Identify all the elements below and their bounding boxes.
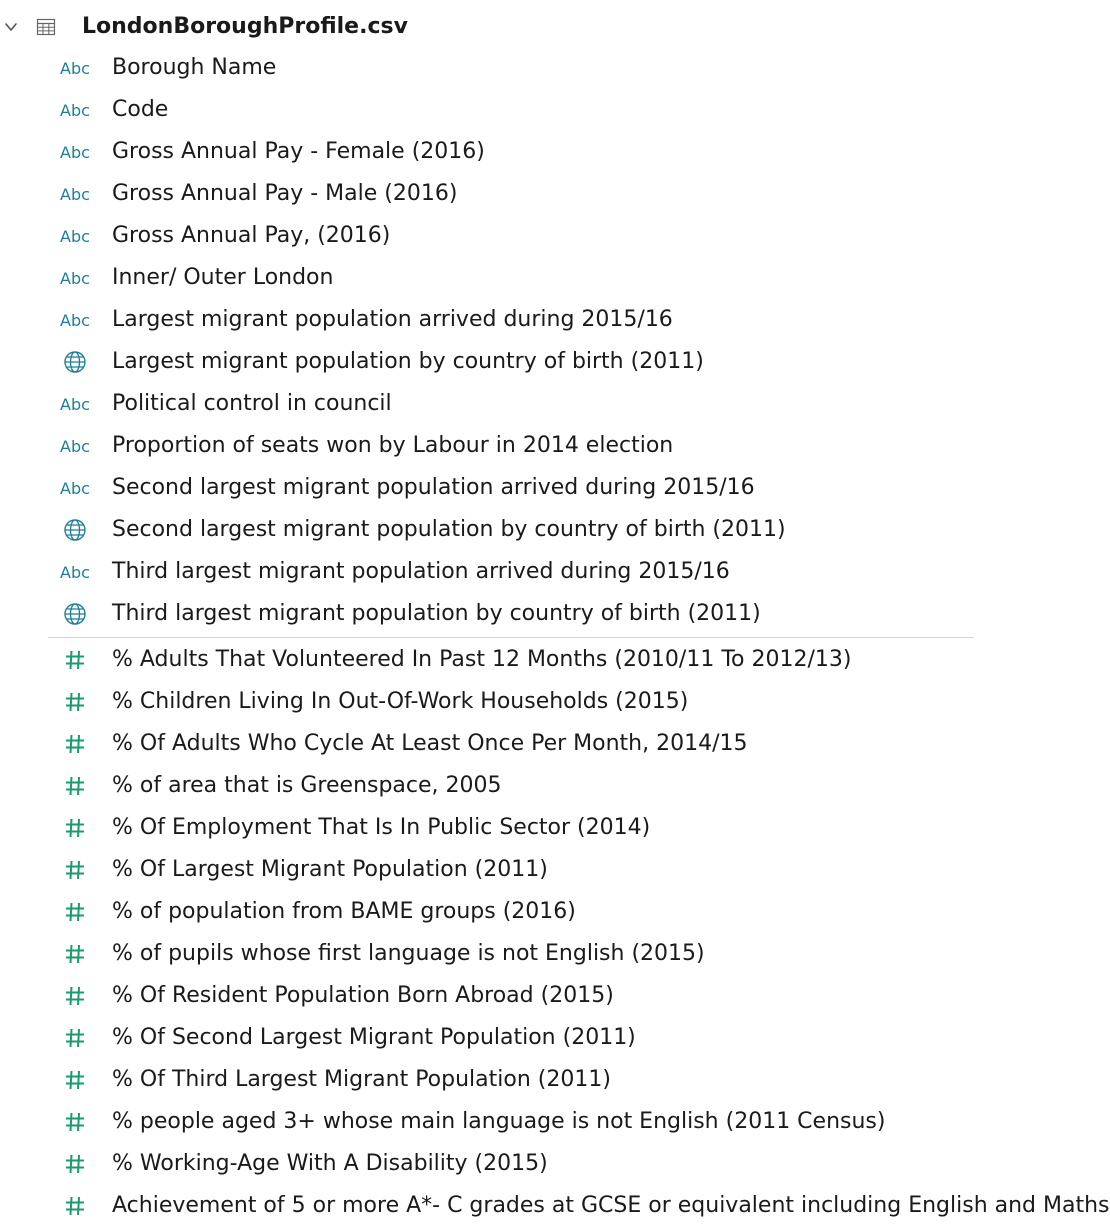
number-type-icon xyxy=(64,1067,98,1093)
dimension-field-gross-annual-pay-male-2016[interactable] xyxy=(0,173,988,215)
field-name: % Of Third Largest Migrant Population (2011) xyxy=(112,1067,611,1092)
dimension-field-political-control-in-council[interactable] xyxy=(0,383,988,425)
hash-icon xyxy=(64,775,86,797)
table-icon xyxy=(36,17,56,37)
measure-field-of-employment-that-is-in-public-sector-2014[interactable] xyxy=(0,807,988,849)
field-name: Largest migrant population arrived during 2015/16 xyxy=(112,307,673,332)
hash-icon xyxy=(64,901,86,923)
field-name: % of pupils whose first language is not English (2015) xyxy=(112,941,705,966)
field-name: % Working-Age With A Disability (2015) xyxy=(112,1151,548,1176)
string-type-icon: Abc xyxy=(60,478,90,498)
globe-icon xyxy=(63,349,97,375)
dimension-field-inner-outer-london[interactable] xyxy=(0,257,988,299)
dimension-field-largest-migrant-population-arrived-during-2015-1[interactable] xyxy=(0,299,988,341)
field-name: % Of Employment That Is In Public Sector (2014) xyxy=(112,815,651,840)
field-name: Second largest migrant population arrived during 2015/16 xyxy=(112,475,755,500)
hash-icon xyxy=(64,1069,86,1091)
field-name: % Adults That Volunteered In Past 12 Months (2010/11 To 2012/13) xyxy=(112,647,852,672)
field-name: Borough Name xyxy=(112,55,277,80)
hash-icon xyxy=(64,691,86,713)
field-name: Third largest migrant population by country of birth (2011) xyxy=(112,601,761,626)
field-name: % of area that is Greenspace, 2005 xyxy=(112,773,502,798)
field-name: % of population from BAME groups (2016) xyxy=(112,899,576,924)
field-name: Political control in council xyxy=(112,391,392,416)
dimensions-measures-divider xyxy=(48,637,974,638)
dimension-field-proportion-of-seats-won-by-labour-in-2014-electi[interactable] xyxy=(0,425,988,467)
hash-icon xyxy=(64,817,86,839)
dimension-field-gross-annual-pay-2016[interactable] xyxy=(0,215,988,257)
hash-icon xyxy=(64,943,86,965)
field-name: % Of Resident Population Born Abroad (2015) xyxy=(112,983,614,1008)
string-type-icon: Abc xyxy=(60,562,90,582)
data-source-name[interactable]: LondonBoroughProfile.csv xyxy=(82,14,408,39)
field-list xyxy=(0,47,1110,1227)
field-name: Achievement of 5 or more A*- C grades at GCSE or equivalent including English and Maths xyxy=(112,1193,1110,1218)
measure-field-of-largest-migrant-population-2011[interactable] xyxy=(0,849,988,891)
globe-icon xyxy=(63,601,97,627)
number-type-icon xyxy=(64,773,98,799)
hash-icon xyxy=(64,1195,86,1217)
measure-field-of-adults-who-cycle-at-least-once-per-month-2014[interactable] xyxy=(0,723,988,765)
string-type-icon: Abc xyxy=(60,58,90,78)
measure-field-children-living-in-out-of-work-households-2015[interactable] xyxy=(0,681,988,723)
number-type-icon xyxy=(64,983,98,1009)
string-type-icon: Abc xyxy=(60,226,90,246)
dimension-field-largest-migrant-population-by-country-of-birth-2[interactable] xyxy=(0,341,988,383)
field-name: % people aged 3+ whose main language is not English (2011 Census) xyxy=(112,1109,886,1134)
globe-icon xyxy=(63,517,97,543)
number-type-icon xyxy=(64,1109,98,1135)
string-type-icon: Abc xyxy=(60,310,90,330)
measure-field-of-area-that-is-greenspace-2005[interactable] xyxy=(0,765,988,807)
number-type-icon xyxy=(64,815,98,841)
string-type-icon: Abc xyxy=(60,184,90,204)
number-type-icon xyxy=(64,899,98,925)
hash-icon xyxy=(64,985,86,1007)
number-type-icon xyxy=(64,941,98,967)
field-name: % Children Living In Out-Of-Work Households (2015) xyxy=(112,689,689,714)
field-name: Largest migrant population by country of birth (2011) xyxy=(112,349,704,374)
hash-icon xyxy=(64,733,86,755)
number-type-icon xyxy=(64,1193,98,1219)
dimension-field-third-largest-migrant-population-arrived-during-[interactable] xyxy=(0,551,988,593)
dimension-field-second-largest-migrant-population-by-country-of-[interactable] xyxy=(0,509,988,551)
dimension-field-code[interactable] xyxy=(0,89,988,131)
measure-field-of-resident-population-born-abroad-2015[interactable] xyxy=(0,975,988,1017)
number-type-icon xyxy=(64,857,98,883)
number-type-icon xyxy=(64,1151,98,1177)
field-name: Gross Annual Pay - Female (2016) xyxy=(112,139,485,164)
string-type-icon: Abc xyxy=(60,436,90,456)
string-type-icon: Abc xyxy=(60,100,90,120)
number-type-icon xyxy=(64,689,98,715)
measures-section xyxy=(0,639,1110,1227)
hash-icon xyxy=(64,649,86,671)
globe-icon-svg xyxy=(63,602,87,626)
dimension-field-third-largest-migrant-population-by-country-of-b[interactable] xyxy=(0,593,988,635)
dimension-field-second-largest-migrant-population-arrived-during[interactable] xyxy=(0,467,988,509)
number-type-icon xyxy=(64,731,98,757)
string-type-icon: Abc xyxy=(60,142,90,162)
measure-field-of-third-largest-migrant-population-2011[interactable] xyxy=(0,1059,988,1101)
field-name: Third largest migrant population arrived during 2015/16 xyxy=(112,559,730,584)
field-name: Proportion of seats won by Labour in 2014 election xyxy=(112,433,674,458)
data-source-header[interactable] xyxy=(0,6,988,48)
field-name: Gross Annual Pay, (2016) xyxy=(112,223,391,248)
number-type-icon xyxy=(64,647,98,673)
measure-field-achievement-of-5-or-more-a-c-grades-at-gcse-or-e[interactable] xyxy=(0,1185,1110,1227)
measure-field-adults-that-volunteered-in-past-12-months-2010-1[interactable] xyxy=(0,639,988,681)
field-name: Inner/ Outer London xyxy=(112,265,334,290)
measure-field-of-population-from-bame-groups-2016[interactable] xyxy=(0,891,988,933)
field-name: Code xyxy=(112,97,169,122)
dimensions-section xyxy=(0,47,988,635)
globe-icon-svg xyxy=(63,350,87,374)
measure-field-people-aged-3-whose-main-language-is-not-english[interactable] xyxy=(0,1101,988,1143)
field-name: % Of Second Largest Migrant Population (2011) xyxy=(112,1025,636,1050)
hash-icon xyxy=(64,1027,86,1049)
dimension-field-borough-name[interactable] xyxy=(0,47,988,89)
hash-icon xyxy=(64,859,86,881)
globe-icon-svg xyxy=(63,518,87,542)
field-name: % Of Adults Who Cycle At Least Once Per Month, 2014/15 xyxy=(112,731,748,756)
dimension-field-gross-annual-pay-female-2016[interactable] xyxy=(0,131,988,173)
hash-icon xyxy=(64,1153,86,1175)
measure-field-of-pupils-whose-first-language-is-not-english-20[interactable] xyxy=(0,933,988,975)
string-type-icon: Abc xyxy=(60,394,90,414)
measure-field-of-second-largest-migrant-population-2011[interactable] xyxy=(0,1017,988,1059)
field-name: % Of Largest Migrant Population (2011) xyxy=(112,857,548,882)
field-name: Second largest migrant population by country of birth (2011) xyxy=(112,517,786,542)
field-name: Gross Annual Pay - Male (2016) xyxy=(112,181,458,206)
chevron-down-icon[interactable] xyxy=(3,19,19,35)
measure-field-working-age-with-a-disability-2015[interactable] xyxy=(0,1143,988,1185)
number-type-icon xyxy=(64,1025,98,1051)
hash-icon xyxy=(64,1111,86,1133)
string-type-icon: Abc xyxy=(60,268,90,288)
